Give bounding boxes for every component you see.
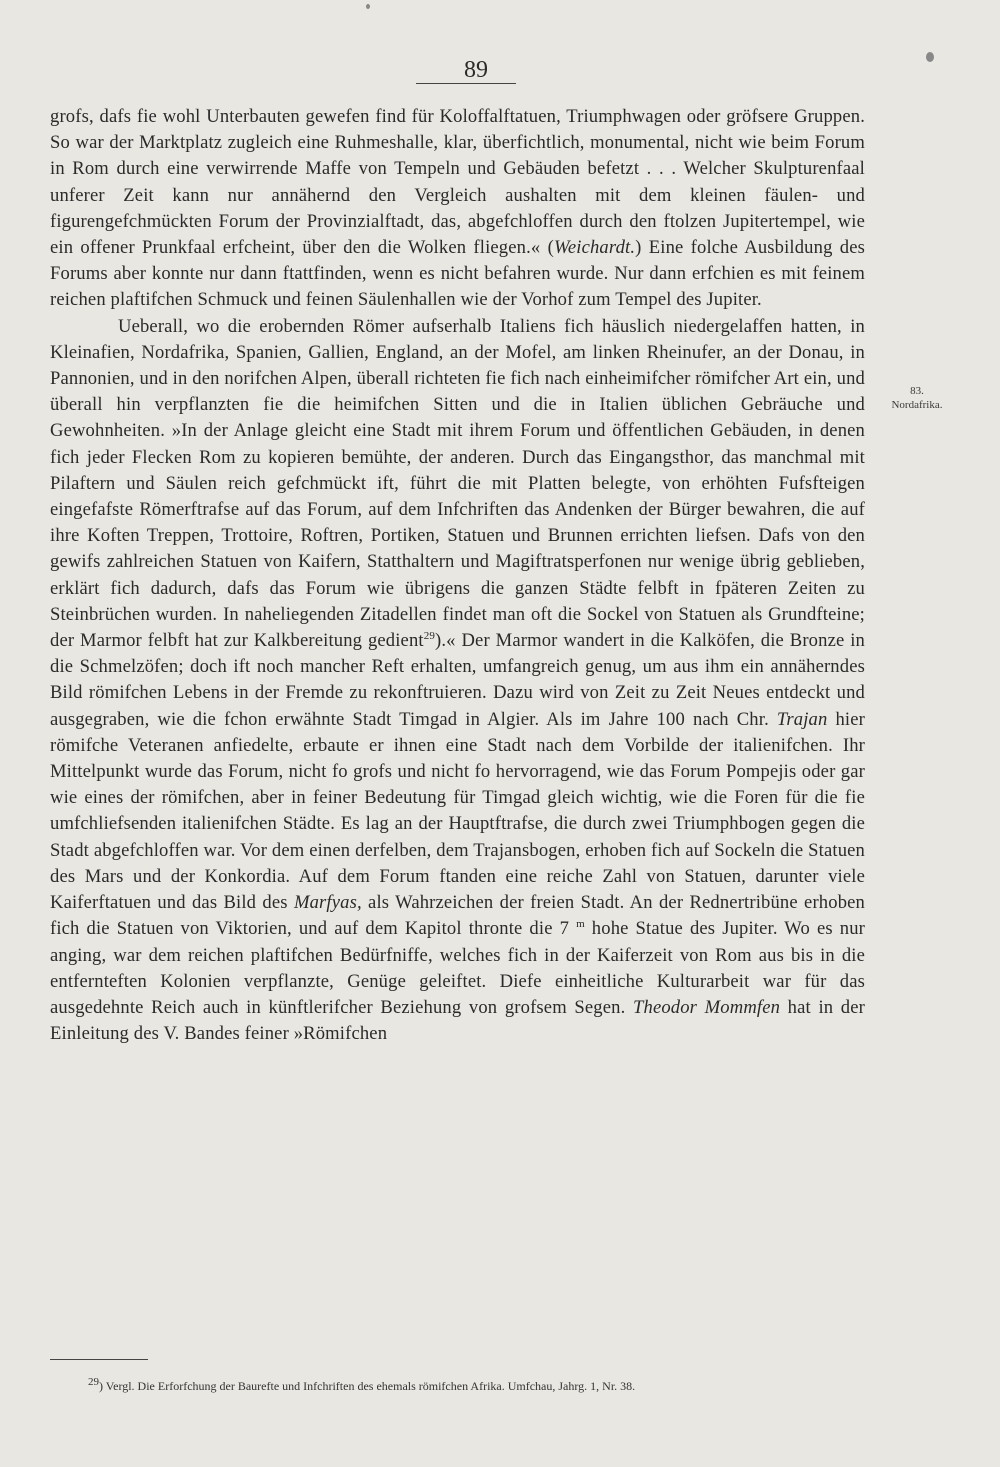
superscript: m: [576, 918, 585, 931]
marginal-note-label: Nordafrika.: [891, 399, 943, 411]
paper-speck: [926, 52, 934, 62]
marginal-note: [872, 384, 962, 412]
italic-name: Theodor Mommfen: [633, 996, 781, 1018]
text-run: hat in der Einleitung des V. Bandes feiner »Römifchen: [50, 996, 865, 1045]
italic-name: Trajan: [776, 708, 828, 730]
italic-name: Weichardt.: [553, 237, 636, 259]
superscript: 29: [423, 629, 436, 642]
italic-name: Marfyas,: [293, 892, 362, 914]
footnote-text: ) Vergl. Die Erforfchung der Baurefte und Infchriften des ehemals römifchen Afrika. Umfchau, Jahrg. 1, Nr. 38.: [99, 1379, 636, 1393]
marginal-note-number: 83.: [910, 385, 924, 397]
text-run: ) Eine folche Ausbildung des Forums aber konnte nur dann ftattfinden, wenn es nicht befahren wurde. Nur dann erfchien es mit feinem reichen plaftifchen Schmuck und feinen Säulenhallen wie der Vorhof zum Tempel des Jupiter.: [50, 237, 866, 311]
text-run: Ueberall, wo die erobernden Römer aufserhalb Italiens fich häuslich niedergelaffen hatten, in Kleinafien, Nordafrika, Spanien, Gallien, England, an der Mofel, am linken Rheinufer, an der Donau, in Pannonien, und in den norifchen Alpen, überall richteten fie fich nach einheimifcher römifcher Art ein, und überall hin verpflanzten fie die heimifchen Sitten und die in Italien üblichen Gebräuche und Gewohnheiten. »In der Anlage gleicht eine Stadt mit ihrem Forum und öffentlichen Gebäuden, in denen fich jeder Flecken Rom zu kopieren bemühte, der anderen. Durch das Eingangsthor, das manchmal mit Pilaftern und Säulen reich gefchmückt ift, führt die mit Platten belegte, von erhöhten Fufsfteigen eingefafste Römerftrafse auf das Forum, auf dem Infchriften das Andenken der Bürger bewahren, die auf ihre Koften Treppen, Trottoire, Roftren, Portiken, Statuen und Brunnen errichten liefsen. Dafs von den gewifs zahlreichen Statuen von Kaifern, Statthaltern und Magiftratsperfonen nur wenige übrig geblieben, erklärt fich dadurch, dafs das Forum wie übrigens die ganzen Städte felbft in fpäteren Zeiten zu Steinbrüchen wurden. In naheliegenden Zitadellen findet man oft die Sockel von Statuen als Grundfteine; der Marmor felbft hat zur Kalkbereitung gedient: [50, 315, 865, 652]
paragraph: [50, 104, 865, 314]
text-run: ).« Der Marmor wandert in die Kalköfen, die Bronze in die Schmelzöfen; doch ift noch mancher Reft erhalten, umfangreich genug, um aus ihm ein annäherndes Bild römifchen Lebens in der Fremde zu rekonftruieren. Dazu wird von Zeit zu Zeit Neues entdeckt und ausgegraben, wie die fchon erwähnte Stadt Timgad in Algier. Als im Jahre 100 nach Chr.: [50, 630, 865, 730]
body-text: [50, 104, 865, 1047]
text-run: grofs, dafs fie wohl Unterbauten gewefen find für Koloffalftatuen, Triumphwagen oder gröfsere Gruppen. So war der Marktplatz zugleich eine Ruhmeshalle, klar, überfichtlich, monumental, nicht wie beim Forum in Rom durch eine verwirrende Maffe von Tempeln und Gebäuden befetzt . . . Welcher Skulpturenfaal unferer Zeit kann nur annähernd den Vergleich aushalten mit dem kleinen fäulen- und figurengefchmückten Forum der Provinzialftadt, das, abgefchloffen durch den ftolzen Jupitertempel, wie ein offener Prunkfaal erfcheint, über den die Wolken fliegen.« (: [50, 106, 865, 259]
text-run: als Wahrzeichen der freien Stadt. An der Rednertribüne erhoben fich die Statuen von Viktorien, und auf dem Kapitol thronte die 7: [50, 892, 865, 940]
paragraph: [50, 314, 865, 1048]
paper-speck: [366, 4, 370, 9]
text-run: hier römifche Veteranen anfiedelte, erbaute er ihnen eine Stadt nach dem Vorbilde der italienifchen. Ihr Mittelpunkt wurde das Forum, nicht fo grofs und nicht fo hervorragend, wie das Forum Pompejis oder gar wie eines der römifchen, aber in feiner Bedeutung für Timgad gleich wichtig, wie die Foren für die fie umfchliefsenden italienifchen Städte. Es lag an der Hauptftrafse, die durch zwei Triumphbogen gegen die Stadt abgefchloffen war. Vor dem einen derfelben, dem Trajansbogen, erhoben fich auf Sockeln die Statuen des Mars und der Konkordia. Auf dem Forum ftanden eine reiche Zahl von Statuen, darunter viele Kaiferftatuen und das Bild des: [50, 708, 865, 914]
footnote: [88, 1378, 888, 1394]
text-run: hohe Statue des Jupiter. Wo es nur anging, war dem reichen plaftifchen Bedürfniffe, welches fich in der Kaiferzeit von Rom aus bis in die entfernteften Kolonien verpflanzte, Genüge geleiftet. Diefe einheitliche Kulturarbeit war für das ausgedehnte Reich auch in künftlerifcher Beziehung von grofsem Segen.: [50, 918, 865, 1018]
page-number: 89: [464, 57, 488, 83]
footnote-marker: 29: [88, 1376, 99, 1388]
footnote-rule: [50, 1359, 148, 1360]
page-number-rule: [416, 83, 516, 84]
